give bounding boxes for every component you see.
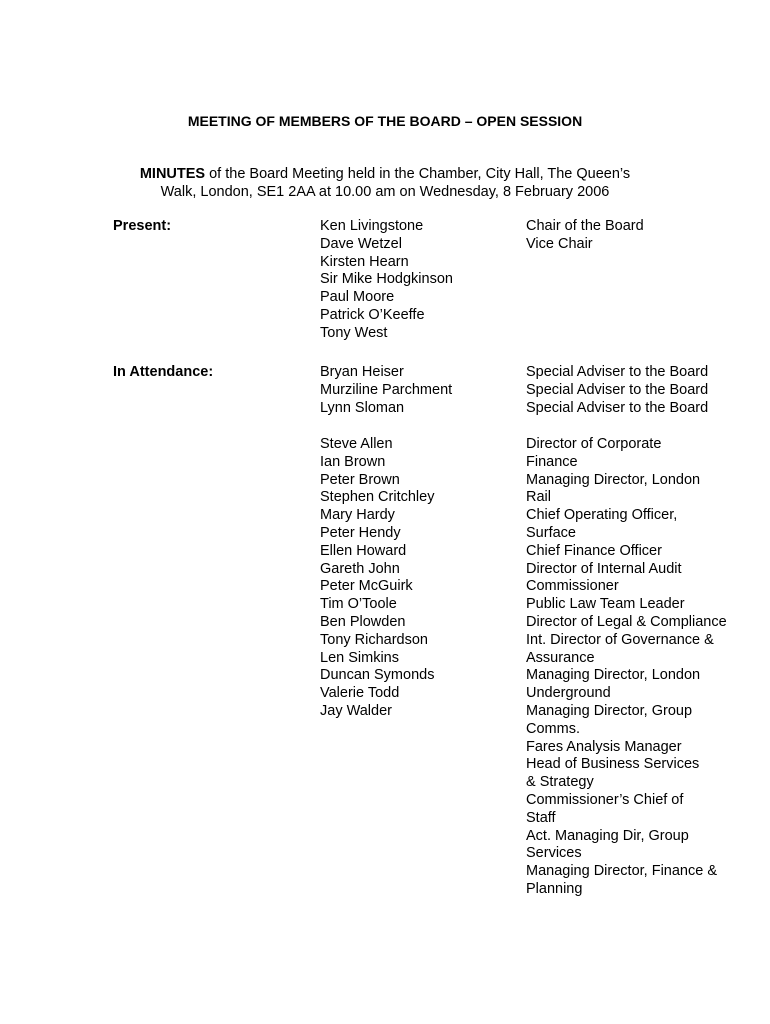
attendance-group1-roles [526,364,738,417]
present-name: Ken Livingstone [320,218,424,234]
attendance-name: Valerie Todd [320,685,400,702]
attendance-role: Head of Business Services [526,756,700,773]
attendance-name: Murziline Parchment [320,381,453,398]
present-names-list [320,218,510,343]
present-role: Vice Chair [526,235,593,252]
attendance-name: Tony Richardson [320,631,428,648]
present-name: Paul Moore [320,289,395,306]
attendance-role: Assurance [526,649,595,666]
attendance-name: Peter McGuirk [320,578,413,595]
intro-text: of the Board Meeting held in the Chamber, City Hall, The Queen’s Walk, London, SE1 2AA at 10.00 am on Wednesday, 8 February 2006 [160,166,631,200]
attendance-role: Commissioner [526,578,619,595]
attendance-name: Len Simkins [320,649,399,666]
attendance-role: Planning [526,880,583,897]
attendance-role: Commissioner’s Chief of [526,791,684,808]
attendance-name: Tim O’Toole [320,596,397,613]
attendance-role: Managing Director, Group [526,702,693,719]
attendance-role: Act. Managing Dir, Group [526,827,689,844]
attendance-role: Surface [526,524,576,541]
attendance-role: Director of Legal & Compliance [526,613,727,630]
attendance-role: Finance [526,453,578,470]
present-roles-list [526,218,738,254]
attendance-role: Special Adviser to the Board [526,364,709,380]
attendance-role: Special Adviser to the Board [526,381,709,398]
attendance-role: Services [526,845,582,862]
attendance-role: Chief Finance Officer [526,542,662,559]
attendance-label: In Attendance: [113,364,214,380]
attendance-name: Peter Hendy [320,524,401,541]
attendance-role: & Strategy [526,774,594,791]
attendance-role: Managing Director, London [526,471,701,488]
attendance-name: Steve Allen [320,436,393,452]
intro-lead: MINUTES [139,166,206,182]
document-title: MEETING OF MEMBERS OF THE BOARD – OPEN SESSION [187,113,583,129]
attendance-role: Comms. [526,720,580,737]
attendance-name: Ian Brown [320,453,386,470]
attendance-role: Underground [526,685,611,702]
attendance-name: Gareth John [320,560,400,577]
present-role: Chair of the Board [526,218,644,234]
present-name: Kirsten Hearn [320,253,409,270]
attendance-role: Public Law Team Leader [526,596,685,613]
present-name: Tony West [320,324,388,341]
present-name: Dave Wetzel [320,235,402,252]
attendance-role: Managing Director, Finance & [526,863,718,880]
attendance-role: Chief Operating Officer, [526,507,678,524]
attendance-name: Jay Walder [320,702,392,719]
attendance-group2-names [320,436,510,721]
attendance-name: Peter Brown [320,471,400,488]
attendance-name: Mary Hardy [320,507,395,524]
attendance-name: Bryan Heiser [320,364,404,380]
attendance-role: Director of Internal Audit [526,560,682,577]
attendance-group2-roles [526,436,738,899]
attendance-role: Fares Analysis Manager [526,738,682,755]
attendance-role: Director of Corporate [526,436,662,452]
attendance-role: Special Adviser to the Board [526,399,709,416]
attendance-name: Ben Plowden [320,613,406,630]
attendance-role: Int. Director of Governance & [526,631,714,648]
attendance-name: Stephen Critchley [320,489,435,506]
attendance-name: Ellen Howard [320,542,407,559]
attendance-name: Lynn Sloman [320,399,405,416]
attendance-role: Staff [526,809,556,826]
intro-paragraph [120,165,650,201]
attendance-role: Rail [526,489,551,506]
present-label: Present: [113,218,172,234]
present-name: Patrick O’Keeffe [320,306,425,323]
attendance-role: Managing Director, London [526,667,701,684]
attendance-group1-names [320,364,510,417]
attendance-name: Duncan Symonds [320,667,435,684]
present-name: Sir Mike Hodgkinson [320,271,453,288]
